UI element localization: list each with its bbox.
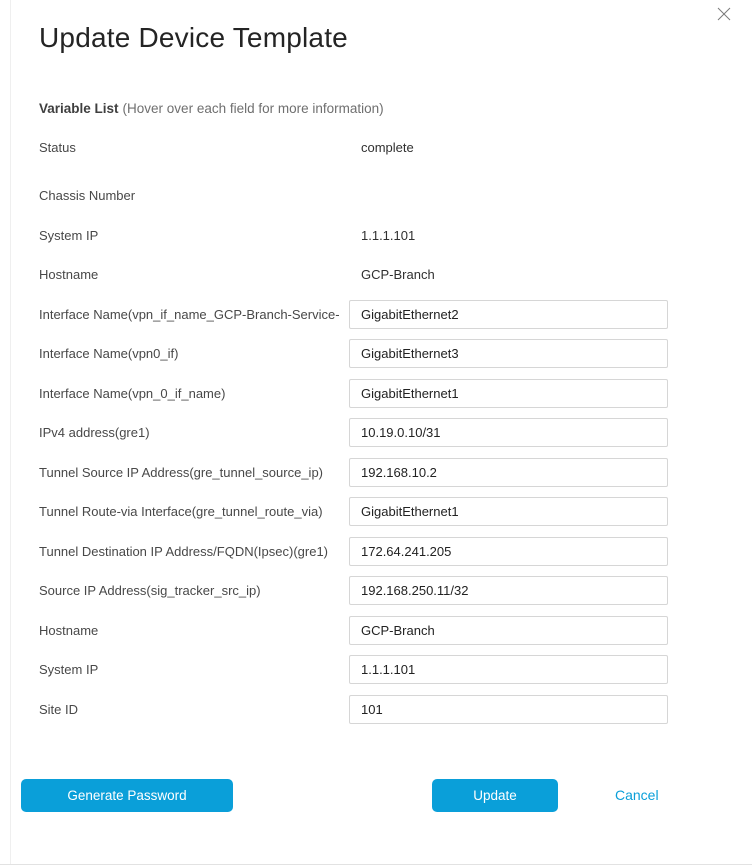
field-value-cell	[349, 339, 668, 368]
field-label: Status	[39, 140, 76, 155]
variable-list-heading	[39, 100, 752, 117]
field-label: Tunnel Source IP Address(gre_tunnel_source_ip)	[39, 464, 324, 480]
field-label: Hostname	[39, 622, 99, 638]
form-row	[39, 497, 752, 526]
field-value-cell	[349, 655, 668, 684]
generate-password-button[interactable]: Generate Password	[21, 779, 233, 812]
field-value-cell	[349, 695, 668, 724]
field-value: complete	[361, 140, 414, 155]
field-value-cell	[349, 616, 668, 645]
field-label: System IP	[39, 227, 99, 243]
form-row	[39, 221, 752, 250]
form-row	[39, 339, 752, 368]
form-row	[39, 379, 752, 408]
field-label: Interface Name(vpn_if_name_GCP-Branch-Service-	[39, 306, 340, 322]
variable-rows	[0, 133, 752, 724]
variable-list-label: Variable List	[39, 101, 119, 116]
field-value-cell	[349, 497, 668, 526]
field-input[interactable]	[349, 300, 668, 329]
field-label: Interface Name(vpn0_if)	[39, 346, 179, 361]
field-value-cell	[349, 221, 668, 250]
form-row	[39, 537, 752, 566]
field-value-cell	[349, 537, 668, 566]
field-input[interactable]	[349, 379, 668, 408]
dialog-footer	[0, 779, 752, 812]
field-value-cell	[349, 300, 668, 329]
form-row	[39, 181, 752, 210]
field-label: Tunnel Route-via Interface(gre_tunnel_route_via)	[39, 504, 323, 519]
field-value-cell	[349, 458, 668, 487]
field-input[interactable]	[349, 537, 668, 566]
form-row	[39, 655, 752, 684]
field-input[interactable]	[349, 616, 668, 645]
field-input[interactable]	[349, 655, 668, 684]
field-input[interactable]	[349, 576, 668, 605]
form-row	[39, 260, 752, 289]
field-input[interactable]	[349, 497, 668, 526]
form-row	[39, 300, 752, 329]
field-value-cell	[349, 133, 668, 162]
cancel-button[interactable]: Cancel	[615, 779, 659, 812]
field-input[interactable]	[349, 418, 668, 447]
update-button[interactable]: Update	[432, 779, 558, 812]
field-value: GCP-Branch	[361, 267, 435, 282]
form-row	[39, 418, 752, 447]
field-label: Interface Name(vpn_0_if_name)	[39, 385, 226, 401]
field-label: Source IP Address(sig_tracker_src_ip)	[39, 583, 261, 598]
form-row	[39, 616, 752, 645]
field-value-cell	[349, 418, 668, 447]
form-row	[39, 695, 752, 724]
field-input[interactable]	[349, 695, 668, 724]
form-row	[39, 576, 752, 605]
field-label: Tunnel Destination IP Address/FQDN(Ipsec)(gre1)	[39, 543, 329, 559]
field-label: Chassis Number	[39, 188, 136, 203]
field-value-cell	[349, 576, 668, 605]
field-value-cell	[349, 260, 668, 289]
form-row	[39, 458, 752, 487]
close-icon[interactable]	[716, 6, 732, 22]
page-title: Update Device Template	[39, 22, 348, 53]
field-label: Site ID	[39, 701, 79, 717]
field-label: System IP	[39, 662, 99, 677]
dialog-left-edge	[10, 0, 11, 865]
field-label: Hostname	[39, 267, 99, 282]
field-value: 1.1.1.101	[361, 227, 416, 243]
field-value-cell	[349, 379, 668, 408]
variable-list-hint: (Hover over each field for more information)	[122, 101, 384, 116]
form-row	[39, 133, 752, 162]
field-input[interactable]	[349, 458, 668, 487]
field-label: IPv4 address(gre1)	[39, 425, 150, 440]
field-input[interactable]	[349, 339, 668, 368]
